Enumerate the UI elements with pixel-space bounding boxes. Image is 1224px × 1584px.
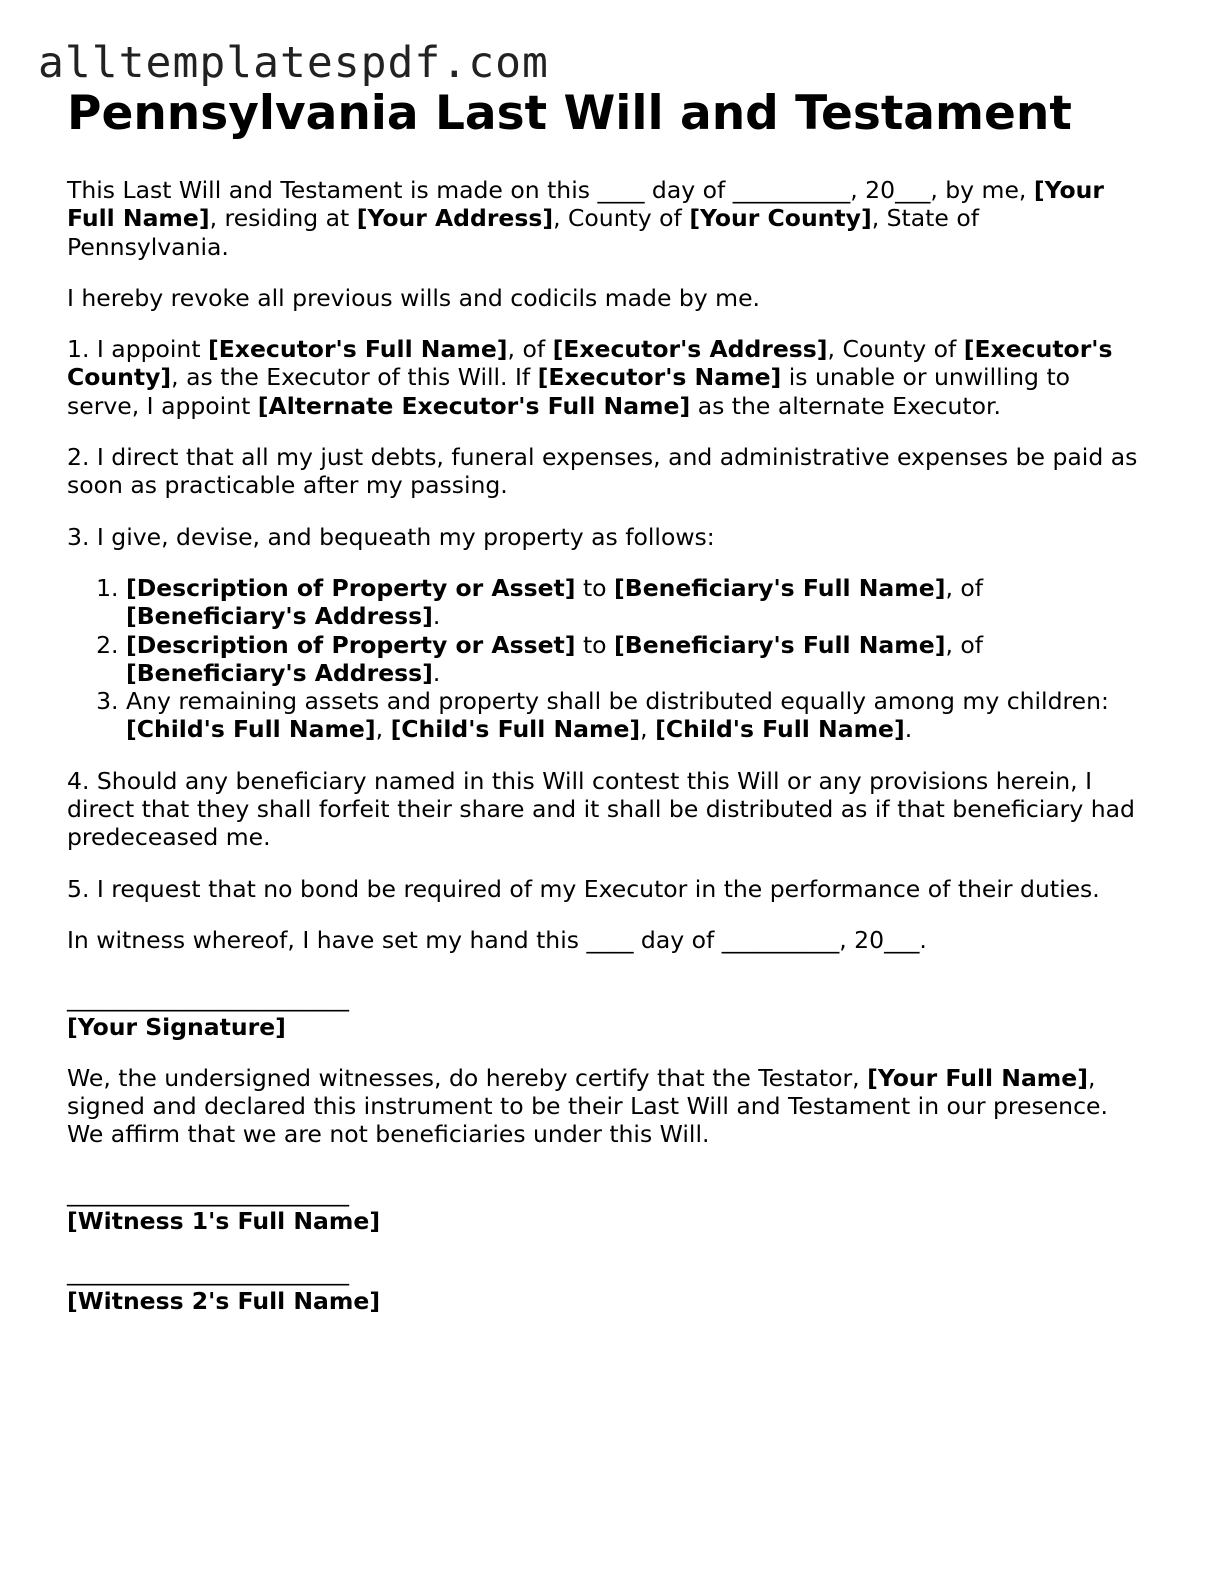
bequest-to: to	[575, 630, 615, 659]
child-name-field-3: [Child's Full Name]	[655, 715, 905, 744]
intro-text-1: This Last Will and Testament is made on this ____ day of __________, 20___, by me,	[67, 176, 1034, 204]
bequest-list	[67, 574, 1147, 744]
executor-name-field: [Executor's Full Name]	[208, 335, 508, 364]
clause1-text-3: , County of	[827, 335, 964, 364]
clause-bond: 5. I request that no bond be required of my Executor in the performance of their duties.	[67, 874, 1100, 903]
clause1-text-6: as the alternate Executor.	[690, 391, 1001, 420]
signature-label: [Your Signature]	[67, 1012, 286, 1041]
property-field: [Description of Property or Asset]	[126, 573, 576, 602]
certification-text-2: , signed and declared this instrument to be their Last Will and Testament in our presence. We affirm that we are not beneficiaries under this Will.	[67, 1063, 1108, 1149]
bequest-item-1	[126, 574, 1147, 631]
child-separator-1: ,	[375, 715, 391, 744]
intro-text-3: , County of	[553, 204, 690, 233]
certification-text-1: We, the undersigned witnesses, do hereby certify that the Testator,	[67, 1063, 868, 1092]
child-separator-2: ,	[640, 715, 656, 744]
testator-name-field: [Your Full Name]	[67, 176, 1104, 233]
witness-statement: In witness whereof, I have set my hand this ____ day of __________, 20___.	[67, 925, 927, 954]
bequest-to: to	[575, 573, 615, 602]
clause1-text-2: , of	[507, 335, 553, 364]
property-field: [Description of Property or Asset]	[126, 630, 576, 659]
alternate-executor-field: [Alternate Executor's Full Name]	[257, 391, 691, 420]
witness-1-signature-line: ________________________	[67, 1178, 349, 1207]
beneficiary-name-field: [Beneficiary's Full Name]	[614, 630, 946, 659]
clause-debts: 2. I direct that all my just debts, funeral expenses, and administrative expenses be paid as soon as practicable after my passing.	[67, 443, 1138, 500]
bequest-item-2	[126, 631, 1147, 688]
witness-certification	[67, 1064, 1147, 1149]
beneficiary-address-field: [Beneficiary's Address]	[126, 658, 433, 687]
beneficiary-name-field: [Beneficiary's Full Name]	[614, 573, 946, 602]
child-name-field-1: [Child's Full Name]	[126, 715, 376, 744]
clause-executor	[67, 335, 1147, 420]
intro-text-2: , residing at	[209, 204, 357, 233]
bequest-of: , of	[945, 573, 984, 602]
remaining-end: .	[904, 715, 913, 744]
bequest-item-3	[126, 687, 1147, 744]
clause-contest: 4. Should any beneficiary named in this Will contest this Will or any provisions herein, I direct that they shall forfeit their share and it shall be distributed as if that beneficiary had predeceased me.	[67, 766, 1135, 852]
beneficiary-address-field: [Beneficiary's Address]	[126, 602, 433, 631]
will-document	[67, 86, 1147, 1315]
testator-address-field: [Your Address]	[356, 204, 554, 233]
clause1-text-5: is unable or unwilling to serve, I appoint	[67, 363, 1071, 420]
bequest-end: .	[432, 602, 441, 631]
witness-2-label: [Witness 2's Full Name]	[67, 1286, 381, 1315]
witness-2-signature-block	[67, 1258, 1147, 1315]
witness-1-label: [Witness 1's Full Name]	[67, 1207, 381, 1236]
clause1-text-4: , as the Executor of this Will. If	[171, 363, 538, 392]
bequest-end: .	[432, 658, 441, 687]
clause1-text-1: 1. I appoint	[67, 335, 209, 364]
testator-county-field: [Your County]	[689, 204, 872, 233]
testator-signature-block	[67, 984, 1147, 1041]
revocation-paragraph: I hereby revoke all previous wills and codicils made by me.	[67, 283, 760, 312]
executor-short-name-field: [Executor's Name]	[537, 363, 782, 392]
intro-text-4: , State of Pennsylvania.	[67, 204, 979, 261]
intro-paragraph	[67, 176, 1147, 261]
child-name-field-2: [Child's Full Name]	[390, 715, 641, 744]
certification-testator-field: [Your Full Name]	[867, 1063, 1088, 1092]
site-watermark: alltemplatespdf.com	[38, 38, 549, 88]
remaining-text: Any remaining assets and property shall be distributed equally among my children:	[126, 687, 1109, 716]
bequest-of: , of	[945, 630, 984, 659]
signature-line: ________________________	[67, 984, 349, 1013]
executor-county-field: [Executor's County]	[67, 335, 1113, 392]
executor-address-field: [Executor's Address]	[552, 335, 828, 364]
witness-2-signature-line: ________________________	[67, 1258, 349, 1287]
witness-1-signature-block	[67, 1179, 1147, 1236]
document-title: Pennsylvania Last Will and Testament	[67, 86, 1072, 141]
clause-bequests: 3. I give, devise, and bequeath my property as follows:	[67, 522, 715, 551]
